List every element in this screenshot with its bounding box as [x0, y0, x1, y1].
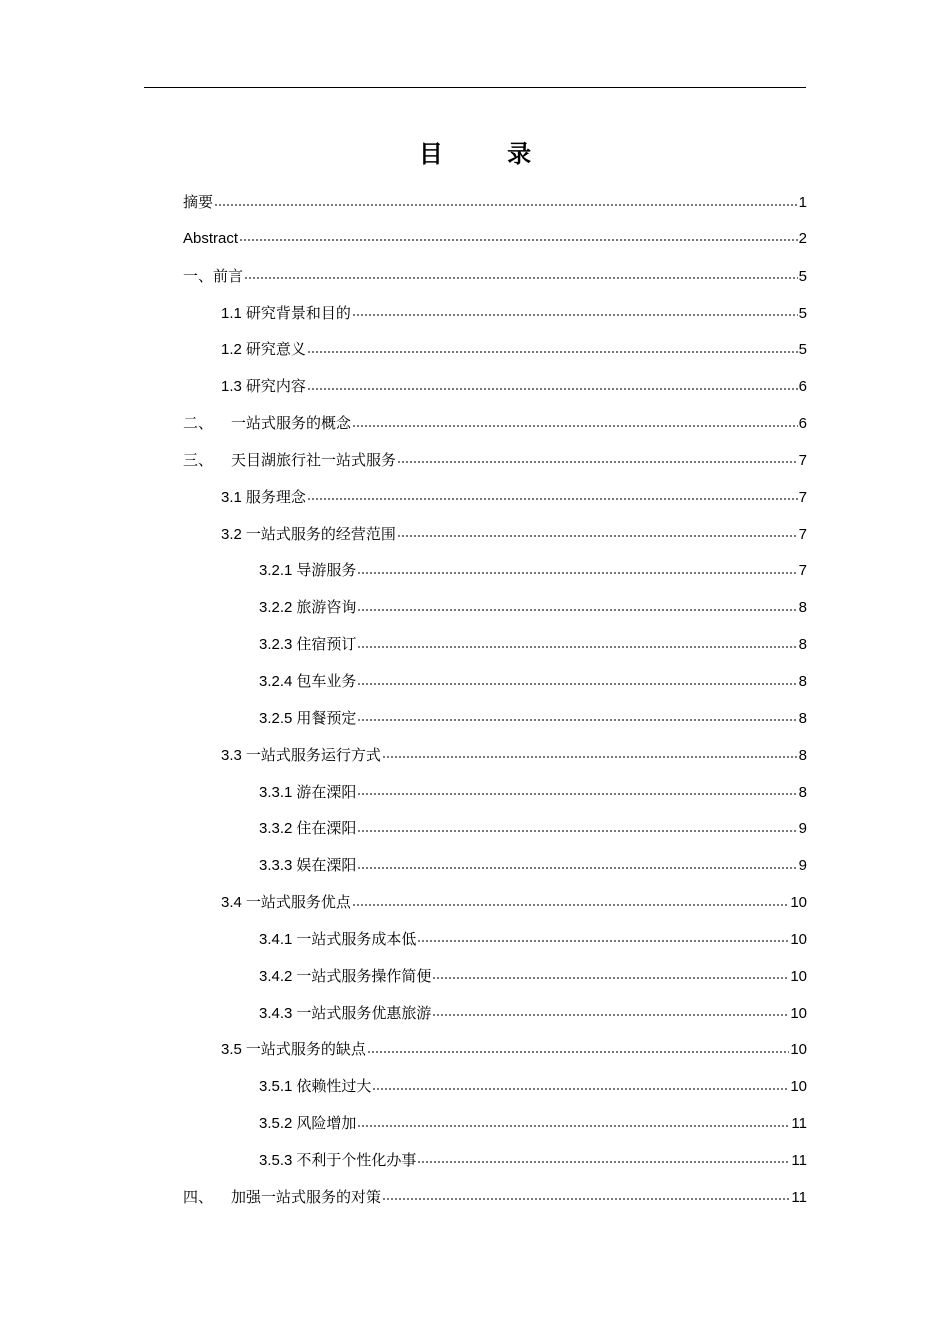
toc-dot-leader: [417, 1151, 790, 1169]
toc-dot-leader: [307, 377, 798, 395]
toc-entry-page-number: 6: [798, 415, 807, 433]
toc-entry-page-number: 8: [798, 636, 807, 654]
toc-entry-number: 3.2: [221, 525, 242, 543]
toc-entry-number: 3.3: [221, 746, 242, 764]
toc-entry-page-number: 11: [791, 1151, 807, 1169]
toc-entry[interactable]: [183, 700, 807, 737]
toc-dot-leader: [417, 930, 789, 948]
toc-entry-page-number: 8: [798, 672, 807, 690]
toc-entry-number: 3.2.4: [259, 672, 293, 690]
toc-entry-label: 依赖性过大: [296, 1077, 372, 1096]
toc-entry-label: 住在溧阳: [296, 819, 357, 838]
toc-entry-page-number: 7: [798, 488, 807, 506]
toc-entry[interactable]: [183, 258, 807, 295]
toc-entry-page-number: 7: [798, 525, 807, 543]
toc-dot-leader: [357, 819, 797, 837]
toc-entry-number: 3.2.2: [259, 599, 293, 617]
toc-dot-leader: [357, 1114, 790, 1132]
toc-entry-number: 3.3.1: [259, 783, 293, 801]
toc-entry-label: 研究内容: [245, 377, 306, 396]
toc-entry[interactable]: [183, 1142, 807, 1179]
toc-entry-number: 3.2.3: [259, 636, 293, 654]
toc-entry[interactable]: [183, 221, 807, 258]
toc-entry-number: 1.1: [221, 304, 242, 322]
toc-entry-label: 包车业务: [296, 671, 357, 690]
toc-dot-leader: [382, 745, 798, 763]
toc-entry-label: 风险增加: [296, 1114, 357, 1133]
toc-entry-number: 3.3.2: [259, 820, 293, 838]
toc-entry-number: 3.2.1: [259, 562, 293, 580]
toc-entry[interactable]: [183, 810, 807, 847]
toc-entry[interactable]: [183, 331, 807, 368]
toc-entry-page-number: 1: [798, 194, 807, 211]
toc-entry[interactable]: [183, 774, 807, 811]
toc-entry-label: 一站式服务优惠旅游: [296, 1003, 432, 1022]
toc-entry-label: 不利于个性化办事: [296, 1150, 417, 1169]
toc-dot-leader: [357, 856, 797, 874]
toc-entry-label: 天目湖旅行社一站式服务: [231, 450, 397, 469]
toc-entry-page-number: 8: [798, 709, 807, 727]
toc-entry[interactable]: [183, 295, 807, 332]
toc-entry-page-number: 2: [798, 229, 807, 247]
toc-dot-leader: [382, 1188, 790, 1206]
toc-entry-label: 娱在溧阳: [296, 856, 357, 875]
toc-entry-page-number: 9: [798, 820, 807, 838]
toc-entry-page-number: 10: [790, 967, 807, 985]
toc-entry[interactable]: [183, 479, 807, 516]
toc-entry-label: 一站式服务操作简便: [296, 966, 432, 985]
toc-entry-label: 一、前言: [183, 266, 244, 285]
toc-entry-label: 研究意义: [245, 340, 306, 359]
toc-dot-leader: [432, 966, 789, 984]
toc-dot-leader: [397, 524, 798, 542]
toc-entry[interactable]: [183, 552, 807, 589]
toc-entry[interactable]: [183, 184, 807, 221]
toc-entry-label: 一站式服务优点: [245, 893, 351, 912]
toc-entry-page-number: 9: [798, 857, 807, 875]
toc-dot-leader: [244, 266, 798, 284]
toc-entry-page-number: 5: [798, 341, 807, 359]
toc-title: 目 录: [418, 139, 560, 168]
toc-entry-number: 3.5: [221, 1041, 242, 1059]
toc-entry-number: 3.5.3: [259, 1151, 293, 1169]
toc-entry-number: 1.2: [221, 341, 242, 359]
toc-dot-leader: [357, 598, 797, 616]
toc-entry-number: 3.5.1: [259, 1078, 293, 1096]
toc-dot-leader: [214, 193, 798, 211]
toc-entry-page-number: 7: [798, 451, 807, 469]
toc-dot-leader: [352, 303, 798, 321]
toc-dot-leader: [352, 414, 798, 432]
toc-entry-page-number: 5: [798, 304, 807, 322]
toc-entry[interactable]: [183, 958, 807, 995]
toc-entry[interactable]: [183, 626, 807, 663]
toc-entry[interactable]: [183, 368, 807, 405]
toc-entry[interactable]: [183, 737, 807, 774]
toc-entry-label: 住宿预订: [296, 635, 357, 654]
toc-entry-number: 三、: [183, 451, 214, 469]
toc-entry[interactable]: [183, 847, 807, 884]
toc-entry-number: 二、: [183, 415, 214, 433]
toc-dot-leader: [239, 229, 798, 247]
toc-entry-page-number: 10: [790, 1004, 807, 1022]
toc-dot-leader: [432, 1003, 789, 1021]
toc-entry[interactable]: [183, 1031, 807, 1068]
toc-entry-label: 导游服务: [296, 561, 357, 580]
toc-entry-label: 研究背景和目的: [245, 303, 351, 322]
toc-entry-page-number: 10: [790, 1041, 807, 1059]
toc-entry-number: 3.5.2: [259, 1115, 293, 1133]
toc-entry[interactable]: [183, 663, 807, 700]
toc-entry-number: 1.3: [221, 378, 242, 396]
header-rule: [144, 87, 806, 88]
toc-entry-label: 加强一站式服务的对策: [231, 1187, 382, 1206]
toc-dot-leader: [357, 635, 797, 653]
toc-entry-number: 3.3.3: [259, 857, 293, 875]
toc-entry-label: Abstract: [183, 229, 239, 247]
toc-entry-page-number: 11: [791, 1188, 807, 1206]
toc-entry[interactable]: [183, 1105, 807, 1142]
toc-entry-page-number: 8: [798, 599, 807, 617]
toc-entry-label: 摘要: [183, 193, 214, 211]
toc-dot-leader: [357, 672, 797, 690]
toc-entry-label: 一站式服务的缺点: [245, 1040, 366, 1059]
toc-entry-label: 服务理念: [245, 487, 306, 506]
toc-entry[interactable]: [183, 884, 807, 921]
toc-entry-page-number: 11: [791, 1115, 807, 1133]
toc-entry-number: 3.2.5: [259, 709, 293, 727]
toc-dot-leader: [357, 561, 797, 579]
toc-entry-label: 一站式服务运行方式: [245, 745, 381, 764]
toc-entry-label: 一站式服务的经营范围: [245, 524, 396, 543]
toc-dot-leader: [367, 1040, 789, 1058]
toc-entry[interactable]: [183, 1068, 807, 1105]
toc-entry[interactable]: [183, 442, 807, 479]
toc-entry-page-number: 10: [790, 1078, 807, 1096]
toc-dot-leader: [397, 451, 798, 469]
toc-entry[interactable]: [183, 921, 807, 958]
toc-entry-label: 旅游咨询: [296, 598, 357, 617]
toc-entry-label: 一站式服务成本低: [296, 929, 417, 948]
toc-entry-page-number: 5: [798, 267, 807, 285]
toc-entry[interactable]: [183, 405, 807, 442]
toc-entry-page-number: 6: [798, 378, 807, 396]
toc-entry[interactable]: [183, 589, 807, 626]
toc-entry-label: 用餐预定: [296, 708, 357, 727]
table-of-contents: [183, 184, 807, 1216]
toc-entry-page-number: 8: [798, 783, 807, 801]
toc-entry-label: 一站式服务的概念: [231, 414, 352, 433]
toc-entry-page-number: 8: [798, 746, 807, 764]
toc-entry-number: 3.1: [221, 488, 242, 506]
toc-entry-number: 四、: [183, 1188, 214, 1206]
toc-dot-leader: [307, 488, 798, 506]
toc-entry[interactable]: [183, 516, 807, 553]
toc-entry-number: 3.4.3: [259, 1004, 293, 1022]
toc-entry-number: 3.4: [221, 894, 242, 912]
toc-entry-number: 3.4.2: [259, 967, 293, 985]
toc-dot-leader: [307, 340, 798, 358]
toc-entry-label: 游在溧阳: [296, 782, 357, 801]
toc-entry[interactable]: [183, 995, 807, 1032]
toc-dot-leader: [357, 782, 797, 800]
toc-dot-leader: [372, 1077, 789, 1095]
toc-dot-leader: [357, 709, 797, 727]
toc-dot-leader: [352, 893, 789, 911]
toc-entry[interactable]: [183, 1179, 807, 1216]
toc-entry-page-number: 10: [790, 894, 807, 912]
toc-entry-number: 3.4.1: [259, 930, 293, 948]
toc-entry-page-number: 10: [790, 930, 807, 948]
toc-entry-page-number: 7: [798, 562, 807, 580]
